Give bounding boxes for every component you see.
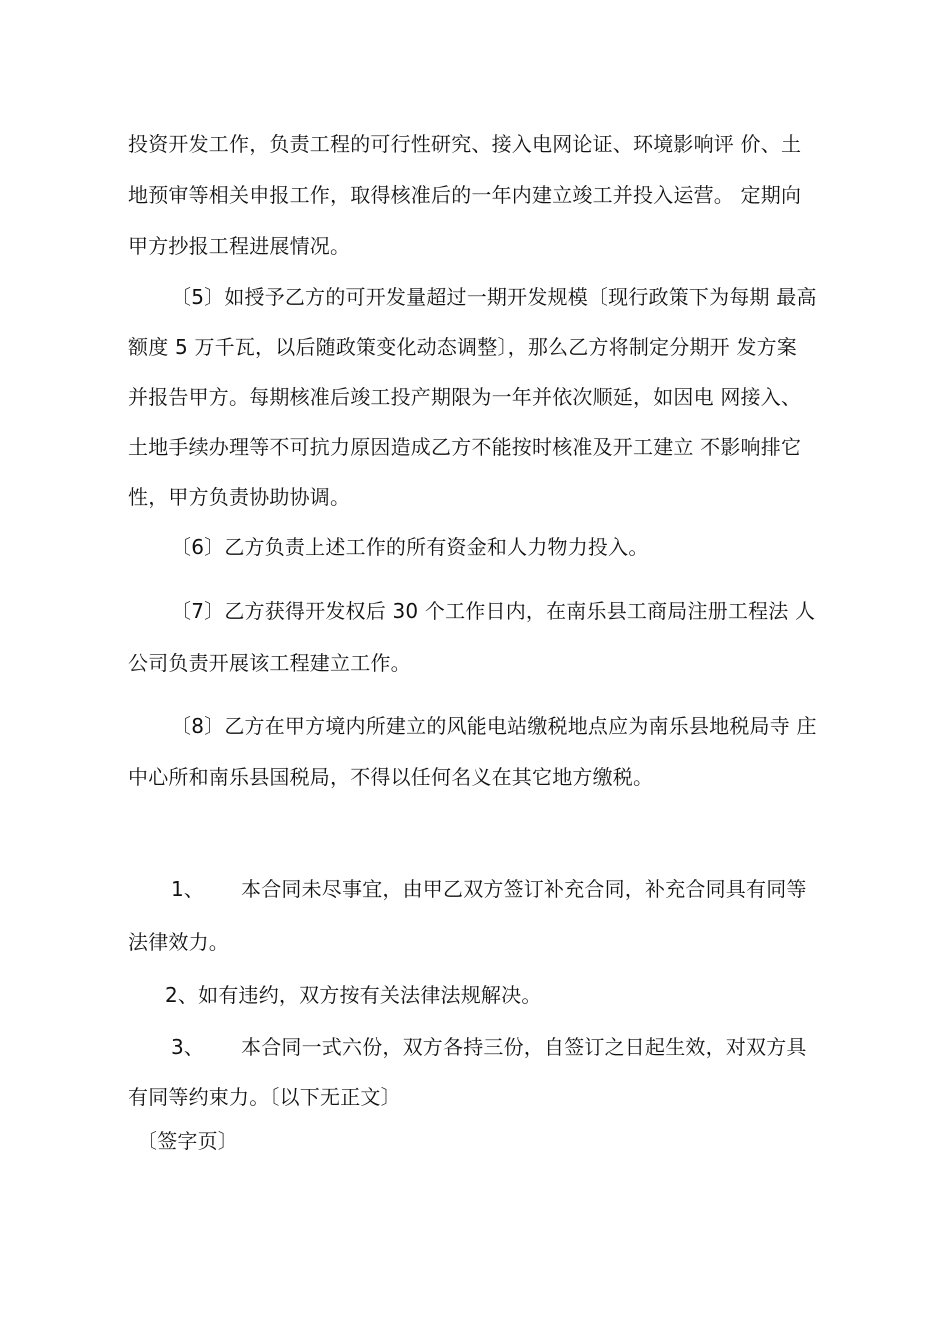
clause-5-line: 〔5〕如授予乙方的可开发量超过一期开发规模〔现行政策下为每期 最高 — [171, 285, 817, 309]
final-clause-1-cont: 法律效力。 — [128, 930, 229, 954]
signature-page-note: 〔签字页〕 — [137, 1129, 238, 1153]
clause-7-line: 〔7〕乙方获得开发权后 30 个工作日内，在南乐县工商局注册工程法 人 — [171, 599, 816, 623]
clause-number: 1、 — [171, 877, 205, 901]
clause-6-line: 〔6〕乙方负责上述工作的所有资金和人力物力投入。 — [171, 535, 649, 559]
clause-8-line: 〔8〕乙方在甲方境内所建立的风能电站缴税地点应为南乐县地税局寺 庄 — [171, 714, 817, 738]
body-text-line: 甲方抄报工程进展情况。 — [128, 234, 351, 258]
body-text-line: 地预审等相关申报工作，取得核准后的一年内建立竣工并投入运营。 定期向 — [128, 183, 802, 207]
clause-5-line: 土地手续办理等不可抗力原因造成乙方不能按时核准及开工建立 不影响排它 — [128, 435, 802, 459]
final-clause-2: 2、如有违约，双方按有关法律法规解决。 — [165, 983, 542, 1007]
final-clause-1 — [171, 876, 807, 902]
clause-5-line: 并报告甲方。每期核准后竣工投产期限为一年并依次顺延，如因电 网接入、 — [128, 385, 802, 409]
clause-text: 本合同未尽事宜，由甲乙双方签订补充合同，补充合同具有同等 — [241, 877, 807, 901]
clause-5-line: 性，甲方负责协助协调。 — [128, 485, 351, 509]
clause-8-line: 中心所和南乐县国税局，不得以任何名义在其它地方缴税。 — [128, 765, 654, 789]
clause-text: 本合同一式六份，双方各持三份，自签订之日起生效，对双方具 — [241, 1035, 807, 1059]
clause-5-line: 额度 5 万千瓦，以后随政策变化动态调整〕，那么乙方将制定分期开 发方案 — [128, 335, 797, 359]
final-clause-3 — [171, 1034, 807, 1060]
final-clause-3-cont: 有同等约束力。〔以下无正文〕 — [128, 1085, 401, 1109]
clause-number: 3、 — [171, 1035, 205, 1059]
body-text-line: 投资开发工作，负责工程的可行性研究、接入电网论证、环境影响评 价、土 — [128, 132, 802, 156]
clause-7-line: 公司负责开展该工程建立工作。 — [128, 651, 411, 675]
